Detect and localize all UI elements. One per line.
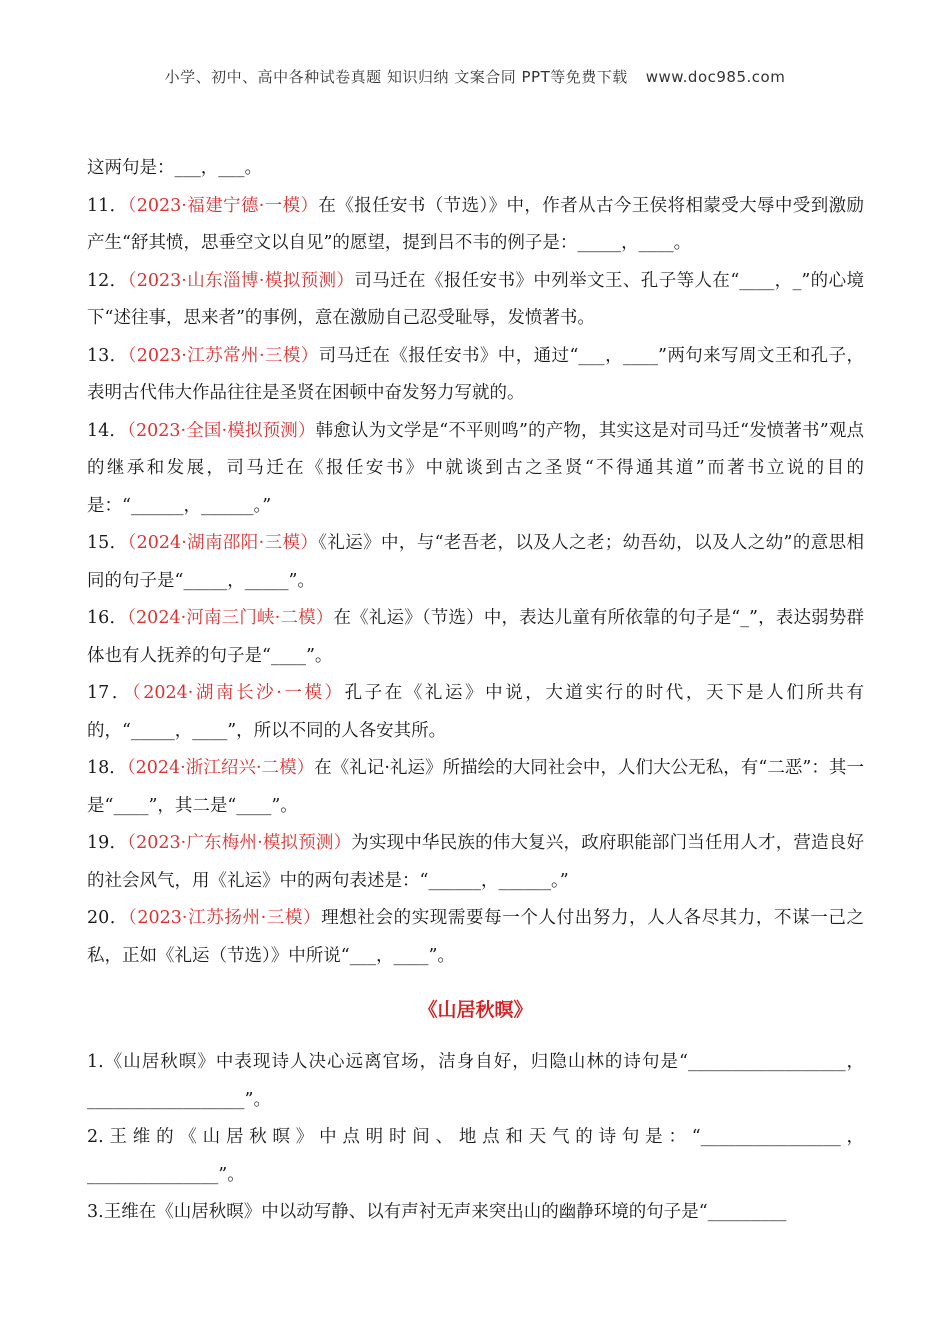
question-source: （2023·广东梅州·模拟预测） <box>127 833 352 853</box>
question-text: 理想社会的实现需要每一个人付出努力，人人各尽其力，不谋一己之私，正如《礼运（节选）》中所说“___，____”。 <box>87 908 865 966</box>
question-text: 3.王维在《山居秋暝》中以动写静、以有声衬无声来突出山的幽静环境的句子是“_________ <box>87 1202 787 1222</box>
question-text: 为实现中华民族的伟大复兴，政府职能部门当任用人才，营造良好的社会风气，用《礼运》中的两句表述是：“______，______。” <box>87 833 864 891</box>
question-12 <box>87 263 864 338</box>
header-site: www.doc985.com <box>645 68 786 86</box>
question-source: （2023·江苏扬州·三模） <box>128 908 322 928</box>
question-number: 20． <box>87 908 129 928</box>
question-source: （2023·山东淄博·模拟预测） <box>127 270 355 291</box>
question-17 <box>87 675 864 750</box>
question-20 <box>87 900 864 975</box>
section-question-1 <box>87 1044 864 1119</box>
question-number: 15． <box>87 533 128 553</box>
question-text: 孔子在《礼运》中说，大道实行的时代，天下是人们所共有的，“_____，____”，所以不同的人各安其所。 <box>87 683 864 741</box>
question-16 <box>87 600 864 675</box>
question-source: （2024·湖南长沙·一模） <box>131 683 345 703</box>
question-text: 1.《山居秋暝》中表现诗人决心远离官场，洁身自好，归隐山林的诗句是“__________________，__________________”。 <box>87 1052 864 1110</box>
question-number: 18． <box>87 758 127 778</box>
question-text: 司马迁在《报任安书》中列举文王、孔子等人在“____，_”的心境下“述往事，思来者”的事例，意在激励自己忍受耻辱，发愤著书。 <box>87 270 864 328</box>
question-source: （2023·江苏常州·三模） <box>127 345 319 366</box>
question-19 <box>87 825 864 900</box>
question-text: 在《报任安书（节选）》中，作者从古今王侯将相蒙受大辱中受到激励产生“舒其愤，思垂空文以自见”的愿望，提到吕不韦的例子是：_____，____。 <box>87 195 864 253</box>
question-text: 在《礼记·礼运》所描绘的大同社会中，人们大公无私，有“二恶”：其一是“____”，其二是“____”。 <box>87 758 864 816</box>
question-text: 2.王维的《山居秋暝》中点明时间、地点和天气的诗句是：“________________，_______________”。 <box>87 1127 864 1185</box>
question-number: 17． <box>87 683 132 703</box>
question-text: 司马迁在《报任安书》中，通过“___，____”两句来写周文王和孔子，表明古代伟大作品往往是圣贤在困顿中奋发努力写就的。 <box>87 345 864 403</box>
document-body <box>87 150 864 1232</box>
question-number: 19． <box>87 833 128 853</box>
question-number: 11． <box>87 195 128 216</box>
question-15 <box>87 525 864 600</box>
question-source: （2023·全国·模拟预测） <box>127 420 316 441</box>
question-13 <box>87 338 864 413</box>
question-source: （2024·浙江绍兴·二模） <box>126 758 315 778</box>
question-11 <box>87 188 864 263</box>
question-number: 12． <box>87 270 128 291</box>
page-header <box>0 66 950 87</box>
section-question-3 <box>87 1194 864 1232</box>
question-source: （2024·湖南邵阳·三模） <box>127 533 319 553</box>
question-text: 这两句是：___，___。 <box>87 158 262 178</box>
section-title: 《山居秋暝》 <box>418 999 533 1021</box>
question-10-tail <box>87 150 864 188</box>
question-number: 13． <box>87 345 128 366</box>
question-text: 在《礼运》（节选）中，表达儿童有所依靠的句子是“_”，表达弱势群体也有人抚养的句子是“____”。 <box>87 608 864 666</box>
question-source: （2024·河南三门峡·二模） <box>127 608 334 628</box>
question-text: 《礼运》中，与“老吾老，以及人之老；幼吾幼，以及人之幼”的意思相同的句子是“_____，_____”。 <box>87 533 864 591</box>
header-text: 小学、初中、高中各种试卷真题 知识归纳 文案合同 PPT等免费下载 <box>164 68 628 86</box>
question-source: （2023·福建宁德·一模） <box>127 195 319 216</box>
question-14 <box>87 413 864 526</box>
question-number: 16． <box>87 608 128 628</box>
question-18 <box>87 750 864 825</box>
question-text: 韩愈认为文学是“不平则鸣”的产物，其实这是对司马迁“发愤著书”观点的继承和发展，司马迁在《报任安书》中就谈到古之圣贤“不得通其道”而著书立说的目的是：“______，______。” <box>87 420 864 516</box>
section-question-2 <box>87 1119 864 1194</box>
question-number: 14． <box>87 420 128 441</box>
